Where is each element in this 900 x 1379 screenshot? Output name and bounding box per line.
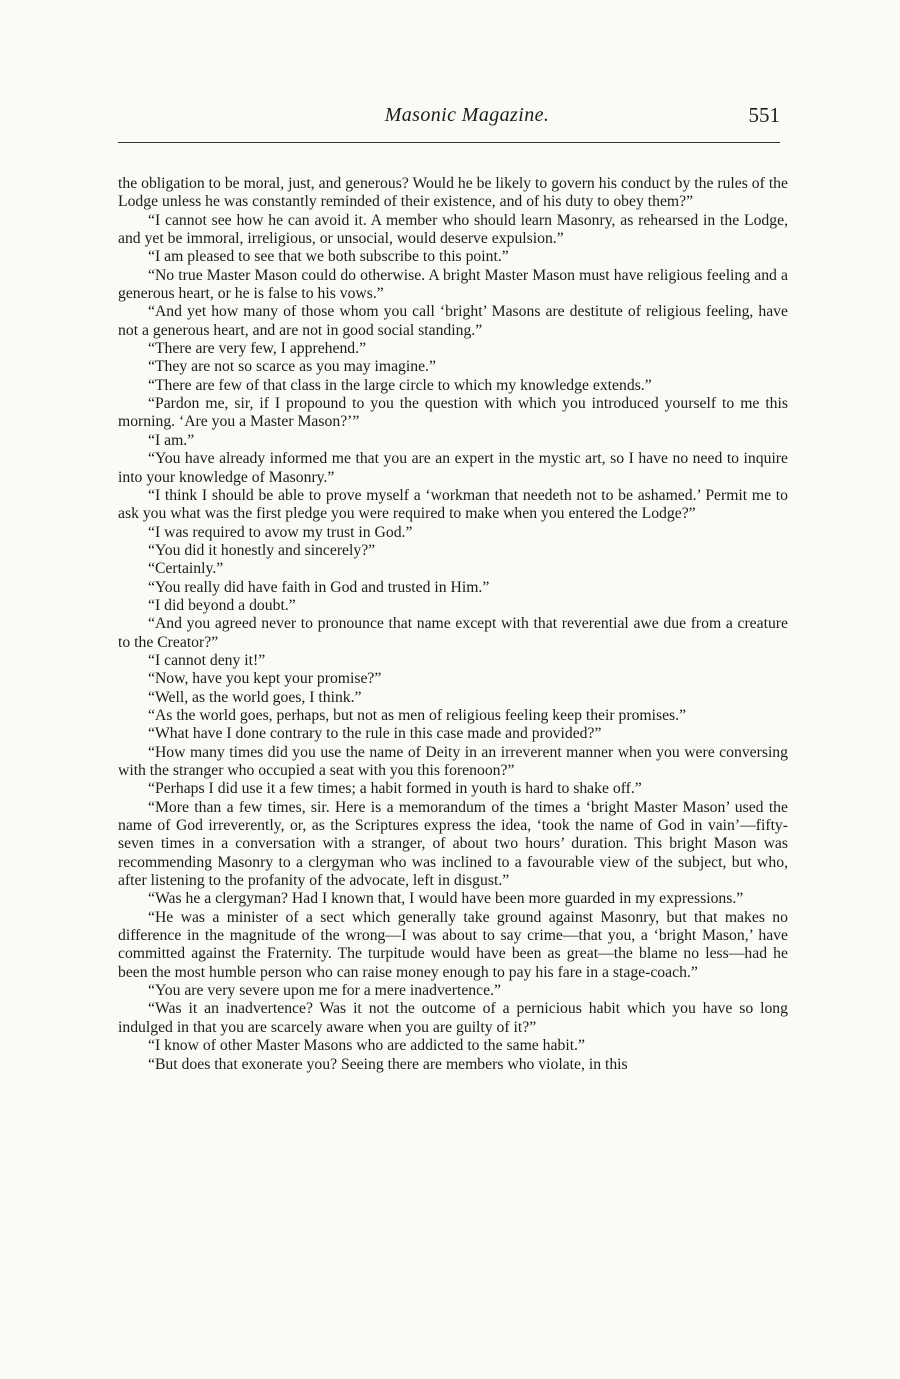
paragraph: “You have already informed me that you are an expert in the mystic art, so I have no need to inquire into your knowledge of Masonry.” [118, 450, 788, 486]
paragraph: “I cannot see how he can avoid it. A member who should learn Masonry, as rehearsed in the Lodge, and yet be immoral, irreligious, or unsocial, would deserve expulsion.” [118, 211, 788, 248]
paragraph: “He was a minister of a sect which generally take ground against Masonry, but that makes no difference in the magnitude of the wrong—I was about to say crime—that you, a ‘bright Mason,’ have committed against the Fraternity. The turpitude would have been as great—the blame no less—had he been the most humble person who can raise money enough to pay his fare in a stage-coach.” [118, 908, 788, 981]
paragraph: “You did it honestly and sincerely?” [148, 541, 376, 559]
paragraph: “I cannot deny it!” [148, 651, 266, 669]
paragraph: “But does that exonerate you? Seeing there are members who violate, in this [148, 1055, 628, 1073]
article-body [118, 175, 788, 1074]
paragraph: “Now, have you kept your promise?” [148, 670, 382, 688]
paragraph: “I was required to avow my trust in God.” [148, 523, 413, 541]
paragraph: “There are very few, I apprehend.” [148, 340, 367, 358]
paragraph: “Perhaps I did use it a few times; a habit formed in youth is hard to shake off.” [148, 780, 642, 798]
paragraph: “More than a few times, sir. Here is a memorandum of the times a ‘bright Master Mason’ used the name of God irreverently, or, as the Scriptures express the idea, ‘took the name of God in vain’—fifty-seven times in a conversation with a stranger, of about two hours’ duration. This bright Mason was recommending Masonry to a clergyman who was inclined to a favourable view of the subject, but who, after listening to the profanity of the advocate, left in disgust.” [118, 798, 788, 890]
paragraph: “I am.” [148, 431, 195, 449]
paragraph: “How many times did you use the name of Deity in an irreverent manner when you were conversing with the stranger who occupied a seat with you this forenoon?” [118, 743, 788, 779]
paragraph: “Certainly.” [148, 560, 224, 578]
paragraph: “They are not so scarce as you may imagine.” [148, 358, 436, 376]
page-header [118, 104, 780, 144]
paragraph: “I am pleased to see that we both subscribe to this point.” [148, 248, 509, 266]
paragraph: “I did beyond a doubt.” [148, 596, 296, 614]
paragraph: “What have I done contrary to the rule in this case made and provided?” [148, 725, 602, 743]
paragraph: “There are few of that class in the large circle to which my knowledge extends.” [148, 376, 652, 394]
header-rule [118, 142, 780, 143]
paragraph: “And yet how many of those whom you call ‘bright’ Masons are destitute of religious feeling, have not a generous heart, and are not in good social standing.” [118, 303, 788, 339]
paragraph: “No true Master Mason could do otherwise. A bright Master Mason must have religious feeling and a generous heart, or he is false to his vows.” [118, 266, 788, 303]
paragraph: “You really did have faith in God and trusted in Him.” [148, 578, 490, 596]
paragraph: “Was he a clergyman? Had I known that, I would have been more guarded in my expressions.” [148, 890, 744, 908]
paragraph: “Well, as the world goes, I think.” [148, 688, 362, 706]
paragraph: “As the world goes, perhaps, but not as men of religious feeling keep their promises.” [148, 706, 687, 724]
paragraph: “Was it an inadvertence? Was it not the outcome of a pernicious habit which you have so long indulged in that you are scarcely aware when you are guilty of it?” [118, 1000, 788, 1036]
paragraph: “I know of other Master Masons who are addicted to the same habit.” [148, 1037, 585, 1055]
running-title: Masonic Magazine. [384, 104, 550, 126]
paragraph: “I think I should be able to prove myself a ‘workman that needeth not to be ashamed.’ Permit me to ask you what was the first pledge you were required to make when you entered the Lodge?” [118, 486, 788, 523]
paragraph: “And you agreed never to pronounce that name except with that reverential awe due from a creature to the Creator?” [118, 615, 788, 651]
paragraph: “You are very severe upon me for a mere inadvertence.” [148, 982, 501, 1000]
paragraph: the obligation to be moral, just, and generous? Would he be likely to govern his conduct by the rules of the Lodge unless he was constantly reminded of their existence, and of his duty to obey them?” [118, 175, 788, 211]
page-number: 551 [748, 103, 780, 127]
paragraph: “Pardon me, sir, if I propound to you the question with which you introduced yourself to me this morning. ‘Are you a Master Mason?’” [118, 395, 788, 431]
